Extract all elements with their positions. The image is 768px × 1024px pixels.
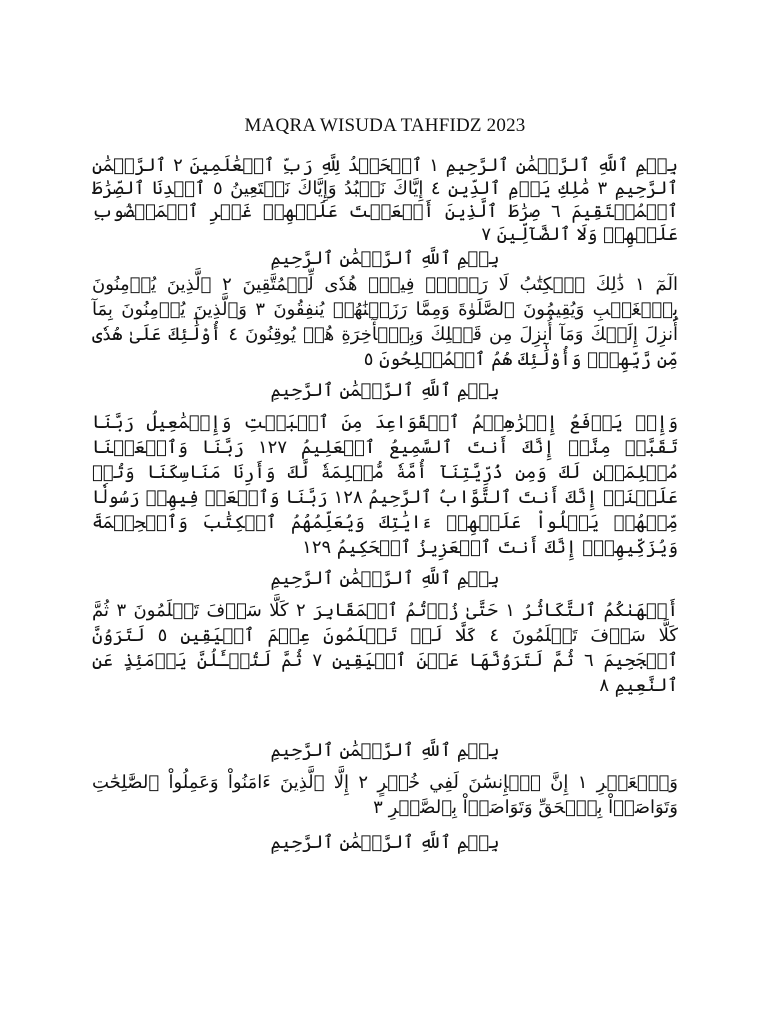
document-page [92,112,678,856]
basmala-heading: بِسۡمِ ٱللَّهِ ٱلرَّحۡمَٰنِ ٱلرَّحِيمِ [270,568,500,589]
basmala-heading: بِسۡمِ ٱللَّهِ ٱلرَّحۡمَٰنِ ٱلرَّحِيمِ [270,740,500,761]
surah-al-asr [92,738,678,820]
verses-text: أَلۡهَىٰكُمُ ٱلتَّكَاثُرُ ١ حَتَّىٰ زُرۡتُمُ ٱلۡمَقَابِرَ ٢ كَلَّا سَوۡفَ تَعۡلَمُونَ ٣ ثُمَّ كَلَّا سَوۡفَ تَعۡلَمُونَ ٤ كَلَّا لَوۡ تَعۡلَمُونَ عِلۡمَ ٱلۡيَقِينِ ٥ لَتَرَوُنَّ ٱلۡجَحِيمَ ٦ ثُمَّ لَتَرَوُنَّهَا عَيۡنَ ٱلۡيَقِينِ ٧ ثُمَّ لَتُسۡـَٔلُنَّ يَوۡمَئِذٍ عَنِ ٱلنَّعِيمِ ٨ [92,600,679,696]
verses-text: وَٱلۡعَصۡرِ ١ إِنَّ ٱلۡإِنسَٰنَ لَفِي خُسۡرٍ ٢ إِلَّا ٱلَّذِينَ ءَامَنُواْ وَعَمِلُواْ ٱلصَّٰلِحَٰتِ وَتَوَاصَوۡاْ بِٱلۡحَقِّ وَتَوَاصَوۡاْ بِٱلصَّبۡرِ ٣ [92,772,678,818]
basmala-heading: بِسۡمِ ٱللَّهِ ٱلرَّحۡمَٰنِ ٱلرَّحِيمِ [270,380,500,401]
basmala-heading: بِسۡمِ ٱللَّهِ ٱلرَّحۡمَٰنِ ٱلرَّحِيمِ [270,832,500,853]
closing-basmala-section [92,830,678,856]
verses-text: وَإِذۡ يَرۡفَعُ إِبۡرَٰهِـۧمُ ٱلۡقَوَاعِدَ مِنَ ٱلۡبَيۡتِ وَإِسۡمَٰعِيلُ رَبَّنَا تَقَبَّلۡ مِنَّآۖ إِنَّكَ أَنتَ ٱلسَّمِيعُ ٱلۡعَلِيمُ ١٢٧ رَبَّنَا وَٱجۡعَلۡنَا مُسۡلِمَيۡنِ لَكَ وَمِن ذُرِّيَّتِنَآ أُمَّةٗ مُّسۡلِمَةٗ لَّكَ وَأَرِنَا مَنَاسِكَنَا وَتُبۡ عَلَيۡنَآۖ إِنَّكَ أَنتَ ٱلتَّوَّابُ ٱلرَّحِيمُ ١٢٨ رَبَّنَا وَٱبۡعَثۡ فِيهِمۡ رَسُولٗا مِّنۡهُمۡ يَتۡلُواْ عَلَيۡهِمۡ ءَايَٰتِكَ وَيُعَلِّمُهُمُ ٱلۡكِتَٰبَ وَٱلۡحِكۡمَةَ وَيُزَكِّيهِمۡۖ إِنَّكَ أَنتَ ٱلۡعَزِيزُ ٱلۡحَكِيمُ ١٢٩ [92,412,678,558]
verses-text: الٓمٓ ١ ذَٰلِكَ ٱلۡكِتَٰبُ لَا رَيۡبَۛ فِيهِۛ هُدٗى لِّلۡمُتَّقِينَ ٢ ٱلَّذِينَ يُؤۡمِنُونَ بِٱلۡغَيۡبِ وَيُقِيمُونَ ٱلصَّلَوٰةَ وَمِمَّا رَزَقۡنَٰهُمۡ يُنفِقُونَ ٣ وَٱلَّذِينَ يُؤۡمِنُونَ بِمَآ أُنزِلَ إِلَيۡكَ وَمَآ أُنزِلَ مِن قَبۡلِكَ وَبِٱلۡأٓخِرَةِ هُمۡ يُوقِنُونَ ٤ أُوْلَٰٓئِكَ عَلَىٰ هُدٗى مِّن رَّبِّهِمۡۖ وَأُوْلَٰٓئِكَ هُمُ ٱلۡمُفۡلِحُونَ ٥ [92,274,679,370]
document-title: MAQRA WISUDA TAHFIDZ 2023 [244,115,526,136]
surah-al-fatihah [92,154,678,246]
basmala-heading: بِسۡمِ ٱللَّهِ ٱلرَّحۡمَٰنِ ٱلرَّحِيمِ [270,248,500,269]
surah-at-takathur [92,566,678,698]
surah-al-baqarah-opening [92,246,678,372]
surah-al-baqarah-127-129 [92,378,678,560]
verses-text: بِسۡمِ ٱللَّهِ ٱلرَّحۡمَٰنِ ٱلرَّحِيمِ ١ ٱلۡحَمۡدُ لِلَّهِ رَبِّ ٱلۡعَٰلَمِينَ ٢ ٱلرَّحۡمَٰنِ ٱلرَّحِيمِ ٣ مَٰلِكِ يَوۡمِ ٱلدِّينِ ٤ إِيَّاكَ نَعۡبُدُ وَإِيَّاكَ نَسۡتَعِينُ ٥ ٱهۡدِنَا ٱلصِّرَٰطَ ٱلۡمُسۡتَقِيمَ ٦ صِرَٰطَ ٱلَّذِينَ أَنۡعَمۡتَ عَلَيۡهِمۡ غَيۡرِ ٱلۡمَغۡضُوبِ عَلَيۡهِمۡ وَلَا ٱلضَّآلِّينَ ٧ [92,155,679,245]
